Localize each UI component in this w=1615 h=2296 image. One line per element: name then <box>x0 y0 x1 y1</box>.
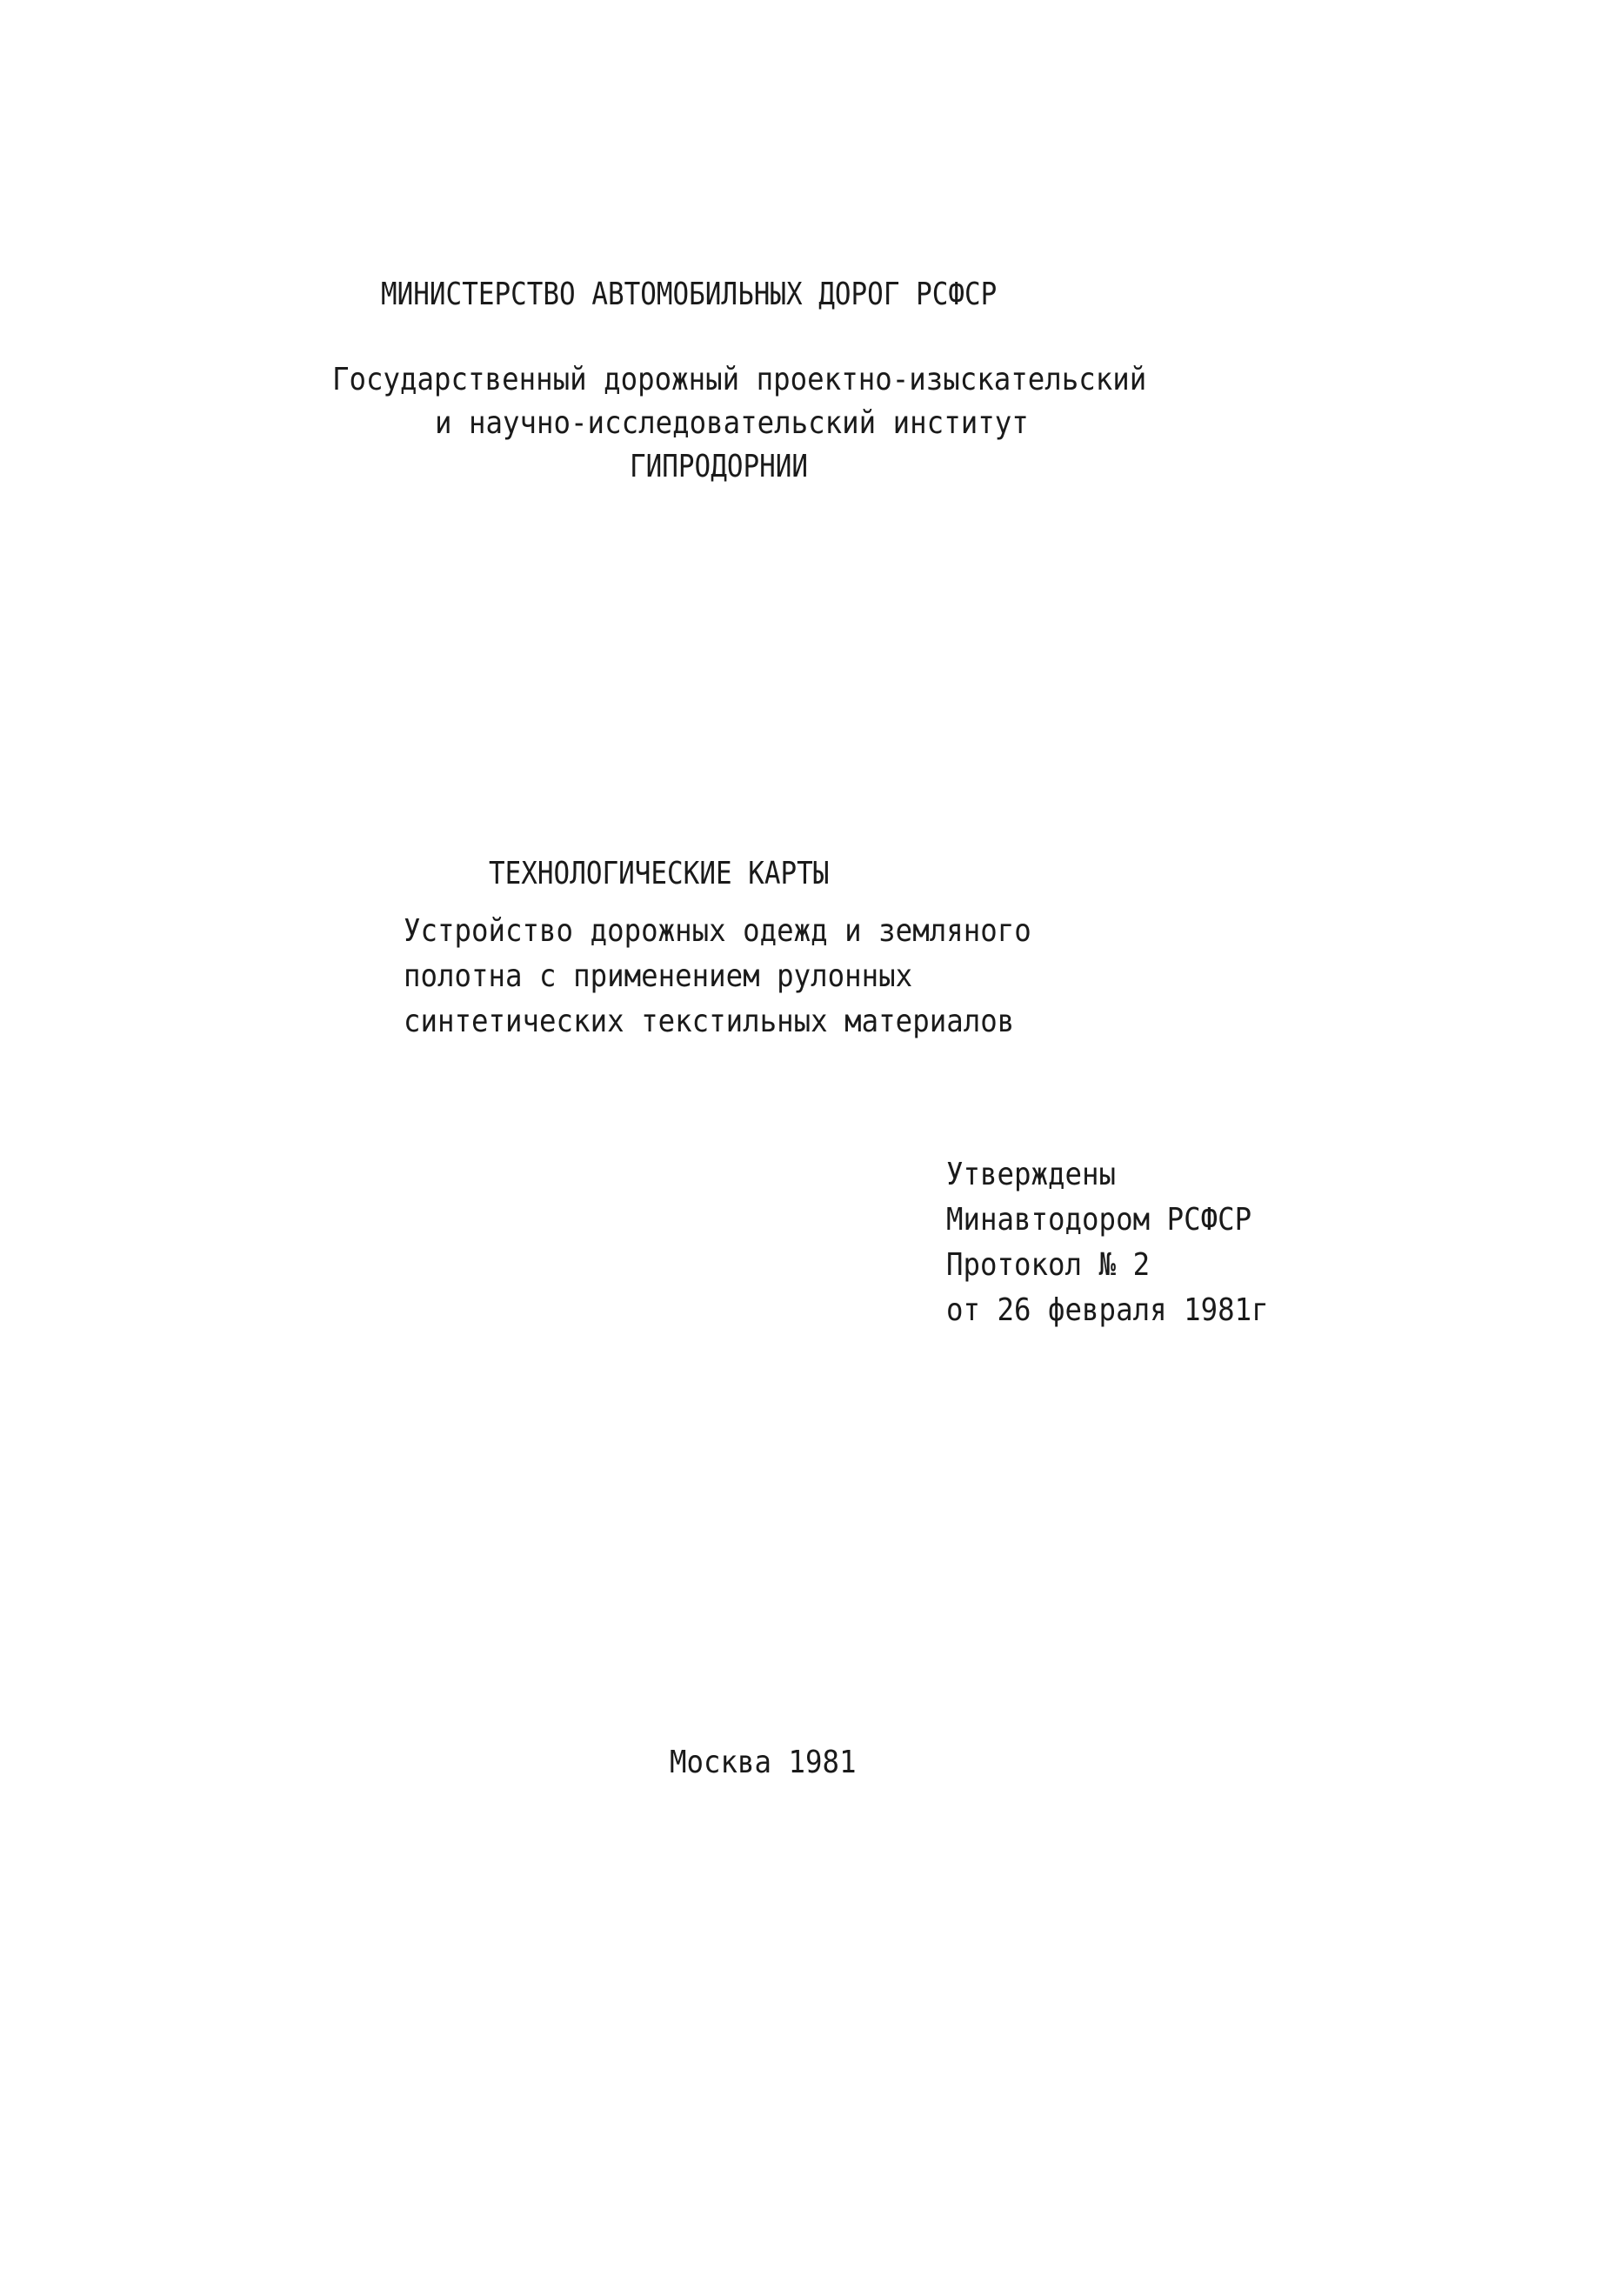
subtitle-line-2: полотна с применением рулонных <box>404 958 913 994</box>
ministry-heading: МИНИСТЕРСТВО АВТОМОБИЛЬНЫХ ДОРОГ РСФСР <box>381 277 998 312</box>
document-title: ТЕХНОЛОГИЧЕСКИЕ КАРТЫ <box>489 856 830 891</box>
institute-line-1: Государственный дорожный проектно-изыскательский <box>332 362 1147 397</box>
institute-name: ГИПРОДОРНИИ <box>630 449 809 484</box>
subtitle-line-3: синтетических текстильных материалов <box>404 1004 1015 1039</box>
place-year: Москва 1981 <box>670 1745 857 1780</box>
subtitle-line-1: Устройство дорожных одежд и земляного <box>404 913 1031 949</box>
approval-line-3: Протокол № 2 <box>946 1247 1151 1283</box>
approval-line-1: Утверждены <box>946 1157 1117 1192</box>
approval-line-4: от 26 февраля 1981г <box>946 1292 1269 1328</box>
approval-line-2: Минавтодором РСФСР <box>946 1202 1252 1238</box>
institute-line-2: и научно-исследовательский институт <box>435 405 1029 441</box>
